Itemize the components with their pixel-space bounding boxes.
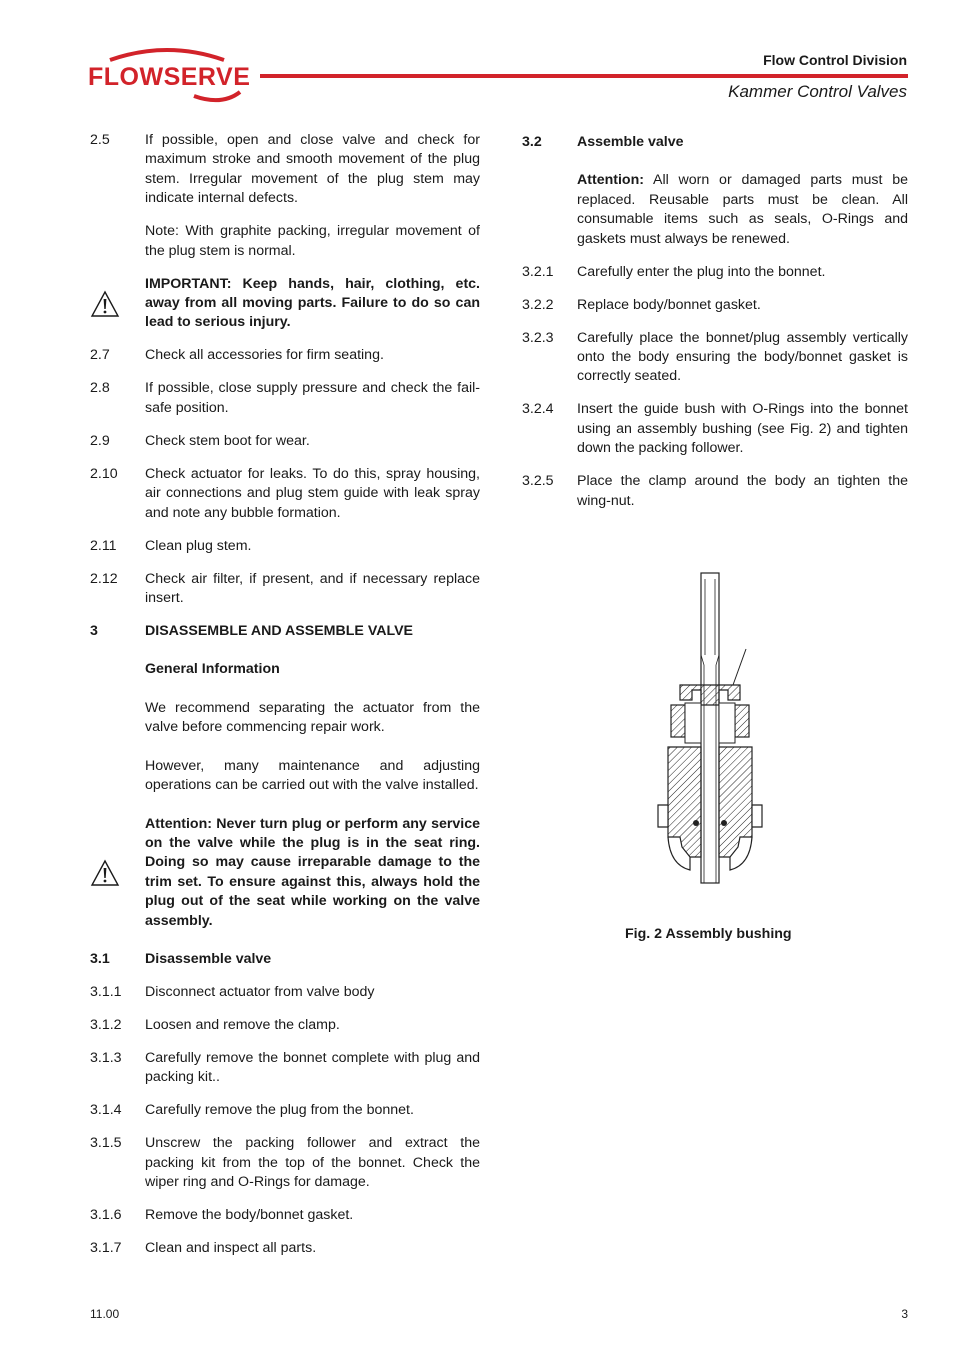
item-text: Place the clamp around the body an tighten the wing-nut. (577, 473, 908, 509)
item-number: 2.8 (90, 380, 110, 397)
section-title: Disassemble valve (145, 950, 272, 967)
list-item (90, 465, 480, 523)
item-text: Carefully remove the bonnet complete with plug and packing kit.. (145, 1049, 480, 1086)
attention-label: Attention: (577, 172, 644, 189)
warning-triangle-icon (90, 275, 145, 333)
item-number: 3.1.2 (90, 1016, 122, 1033)
item-number: 2.9 (90, 432, 110, 449)
item-number: 3.1.5 (90, 1135, 122, 1152)
logo-text: FLOWSERVE (88, 63, 251, 91)
list-item (90, 432, 480, 451)
item-number: 3.1.6 (90, 1207, 122, 1224)
item-number: 2.10 (90, 465, 118, 482)
item-text: Check stem boot for wear. (145, 432, 310, 449)
list-item (522, 329, 908, 387)
section-number: 3.2 (522, 134, 542, 150)
item-text: If possible, open and close valve and check for maximum stroke and smooth movement of the plug stem. Irregular movement of the plug stem may indicate internal defects. (145, 132, 480, 207)
section-number: 3 (90, 623, 98, 640)
section-title: DISASSEMBLE AND ASSEMBLE VALVE (145, 623, 414, 640)
item-text: Check all accessories for firm seating. (145, 347, 384, 364)
item-text: Check actuator for leaks. To do this, spray housing, air connections and plug stem guide with leak spray and note any bubble formation. (145, 465, 480, 521)
item-number: 2.12 (90, 570, 118, 587)
attention-block (90, 815, 480, 931)
list-item (90, 1239, 480, 1258)
item-text: Carefully remove the plug from the bonnet. (145, 1102, 414, 1119)
left-column (90, 131, 480, 1272)
list-item (90, 570, 480, 609)
assembly-bushing-drawing-icon (640, 565, 780, 885)
item-text: Clean and inspect all parts. (145, 1240, 317, 1257)
paragraph: We recommend separating the actuator from the valve before commencing repair work. (145, 699, 480, 736)
footer-date: 11.00 (90, 1307, 120, 1321)
list-item (90, 983, 480, 1002)
item-number: 3.1.7 (90, 1240, 122, 1257)
assembly-bushing-figure (640, 565, 780, 885)
attention-text: Attention: Never turn plug or perform any service on the valve while the plug is in the seat ring. Doing so may cause irreparable damage to the trim set. To ensure against this, always hold the plug out of the seat while working on the valve assembly. (145, 815, 480, 929)
item-number: 3.1.4 (90, 1102, 122, 1119)
item-text: Replace body/bonnet gasket. (577, 296, 761, 313)
item-number: 2.5 (90, 132, 110, 148)
item-number: 2.11 (90, 537, 117, 554)
item-text: Carefully place the bonnet/plug assembly vertically onto the body ensuring the body/bonnet gasket is correctly seated. (577, 329, 908, 385)
list-item (522, 263, 908, 282)
item-text: If possible, close supply pressure and check the fail-safe position. (145, 380, 480, 416)
item-text: Unscrew the packing follower and extract the packing kit from the top of the bonnet. Check the wiper ring and O-Rings for damage. (145, 1135, 480, 1191)
item-text: Remove the body/bonnet gasket. (145, 1207, 354, 1224)
page-number: 3 (901, 1307, 908, 1321)
list-item (90, 346, 480, 365)
section-title: Assemble valve (577, 134, 684, 150)
attention-text: All worn or damaged parts must be replaced. Reusable parts must be clean. All consumable items such as seals, O-Rings and gaskets must always be renewed. (577, 172, 908, 247)
document-subtitle: Kammer Control Valves (728, 82, 907, 101)
section-heading (522, 133, 908, 152)
header-rule (260, 74, 908, 78)
section-heading (90, 950, 480, 969)
warning-text: IMPORTANT: Keep hands, hair, clothing, etc. away from all moving parts. Failure to do so can lead to serious injury. (145, 275, 480, 331)
list-item (522, 472, 908, 511)
item-number: 3.1.3 (90, 1049, 122, 1066)
list-item (90, 1049, 480, 1088)
item-text: Clean plug stem. (145, 537, 252, 554)
section-heading (90, 622, 480, 641)
item-text: Check air filter, if present, and if necessary replace insert. (145, 570, 480, 607)
right-column (522, 133, 908, 525)
list-item (90, 131, 480, 209)
item-number: 3.2.3 (522, 329, 554, 346)
attention-paragraph (577, 171, 908, 249)
list-item (90, 1101, 480, 1120)
list-item (90, 1206, 480, 1225)
list-item (90, 537, 480, 556)
item-text: Disconnect actuator from valve body (145, 983, 375, 1000)
warning-triangle-icon (90, 815, 145, 931)
list-item (522, 400, 908, 458)
division-name: Flow Control Division (763, 52, 907, 68)
paragraph: However, many maintenance and adjusting operations can be carried out with the valve installed. (145, 757, 480, 794)
list-item (90, 379, 480, 418)
item-text: Loosen and remove the clamp. (145, 1016, 340, 1033)
flowserve-logo (82, 46, 252, 108)
list-item (522, 296, 908, 315)
section-number: 3.1 (90, 950, 110, 967)
note-paragraph: Note: With graphite packing, irregular movement of the plug stem is normal. (145, 223, 480, 259)
warning-block (90, 275, 480, 333)
item-text: Carefully enter the plug into the bonnet. (577, 263, 826, 280)
item-number: 3.2.4 (522, 401, 554, 418)
figure-caption: Fig. 2 Assembly bushing (625, 926, 792, 942)
item-number: 3.2.1 (522, 263, 554, 280)
item-number: 3.2.2 (522, 296, 554, 313)
item-text: Insert the guide bush with O-Rings into the bonnet using an assembly bushing (see Fig. 2) and tighten down the packing follower. (577, 401, 908, 457)
item-number: 3.1.1 (90, 983, 122, 1000)
list-item (90, 1016, 480, 1035)
subsection-heading: General Information (145, 661, 280, 678)
item-number: 2.7 (90, 347, 110, 364)
item-number: 3.2.5 (522, 473, 554, 490)
list-item (90, 1134, 480, 1192)
